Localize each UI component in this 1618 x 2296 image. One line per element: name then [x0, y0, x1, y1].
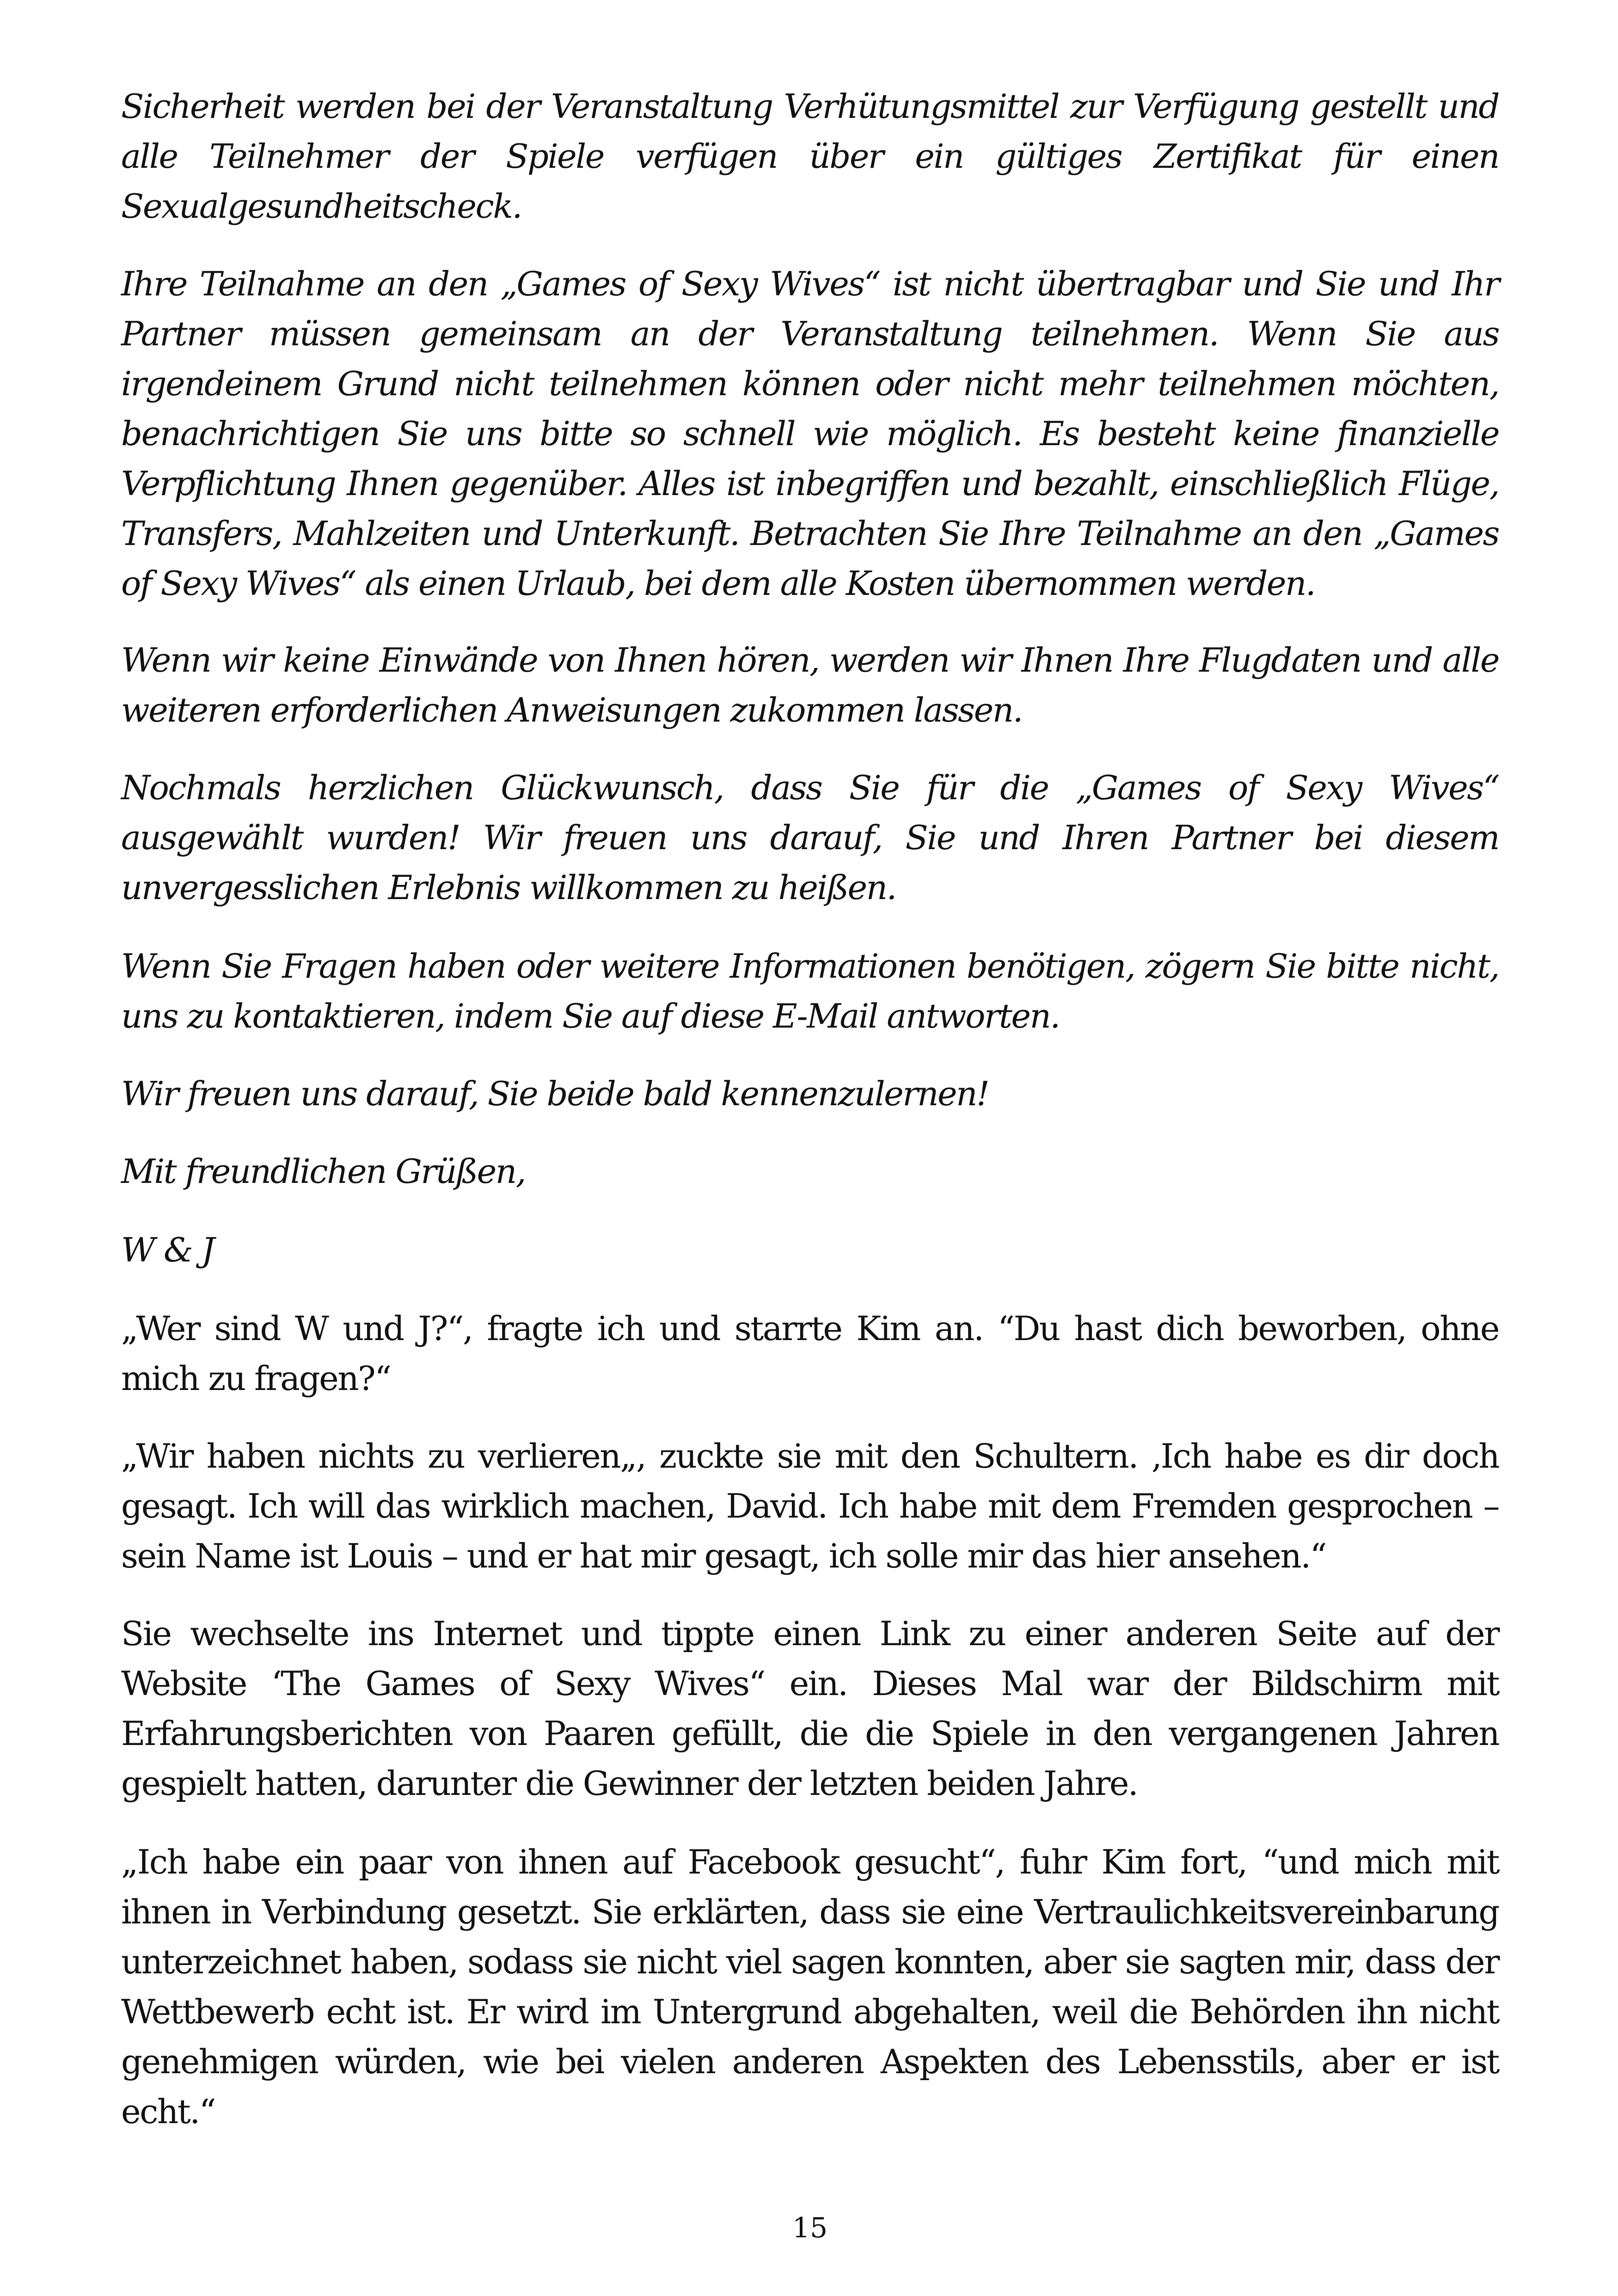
- paragraph-11: Sie wechselte ins Internet und tippte einen Link zu einer anderen Seite auf der Website ‘The Games of Sexy Wives“ ein. Dieses Mal war der Bildschirm mit Erfahrungsberichten von Paaren gefüllt, die die Spiele in den vergangenen Jahren gespielt hatten, darunter die Gewinner der letzten beiden Jahre.: [121, 1614, 1499, 1803]
- signature: W & J: [121, 1231, 214, 1269]
- closing-greeting: Mit freundlichen Grüßen,: [121, 1152, 525, 1191]
- paragraph-6: Wir freuen uns darauf, Sie beide bald kennenzulernen!: [121, 1074, 989, 1113]
- paragraph-12: „Ich habe ein paar von ihnen auf Facebook gesucht“, fuhr Kim fort, “und mich mit ihnen in Verbindung gesetzt. Sie erklärten, dass sie eine Vertraulichkeitsvereinbarung unterzeichnet haben, sodass sie nicht viel sagen konnten, aber sie sagten mir, dass der Wettbewerb echt ist. Er wird im Untergrund abgehalten, weil die Behörden ihn nicht genehmigen würden, wie bei vielen anderen Aspekten des Lebensstils, aber er ist echt.“: [121, 1843, 1499, 2131]
- paragraph-4: Nochmals herzlichen Glückwunsch, dass Sie für die „Games of Sexy Wives“ ausgewählt wurden! Wir freuen uns darauf, Sie und Ihren Partner bei diesem unvergesslichen Erlebnis willkommen zu heißen.: [121, 768, 1499, 907]
- paragraph-1: Sicherheit werden bei der Veranstaltung Verhütungsmittel zur Verfügung gestellt und alle Teilnehmer der Spiele verfügen über ein gültiges Zertifikat für einen Sexualgesundheitscheck.: [121, 87, 1499, 226]
- paragraph-2: Ihre Teilnahme an den „Games of Sexy Wives“ ist nicht übertragbar und Sie und Ihr Partner müssen gemeinsam an der Veranstaltung teilnehmen. Wenn Sie aus irgendeinem Grund nicht teilnehmen können oder nicht mehr teilnehmen möchten, benachrichtigen Sie uns bitte so schnell wie möglich. Es besteht keine finanzielle Verpflichtung Ihnen gegenüber. Alles ist inbegriffen und bezahlt, einschließlich Flüge, Transfers, Mahlzeiten und Unterkunft. Betrachten Sie Ihre Teilnahme an den „Games of Sexy Wives“ als einen Urlaub, bei dem alle Kosten übernommen werden.: [121, 264, 1499, 603]
- paragraph-3: Wenn wir keine Einwände von Ihnen hören, werden wir Ihnen Ihre Flugdaten und alle weiteren erforderlichen Anweisungen zukommen lassen.: [121, 641, 1499, 729]
- paragraph-5: Wenn Sie Fragen haben oder weitere Informationen benötigen, zögern Sie bitte nicht, uns zu kontaktieren, indem Sie auf diese E-Mail antworten.: [121, 947, 1499, 1035]
- document-page: [121, 0, 1499, 2296]
- paragraph-9: „Wer sind W und J?“, fragte ich und starrte Kim an. “Du hast dich beworben, ohne mich zu fragen?“: [121, 1309, 1499, 1398]
- page-number: 15: [792, 2212, 828, 2244]
- paragraph-10: „Wir haben nichts zu verlieren„, zuckte sie mit den Schultern. ‚Ich habe es dir doch gesagt. Ich will das wirklich machen, David. Ich habe mit dem Fremden gesprochen – sein Name ist Louis – und er hat mir gesagt, ich solle mir das hier ansehen.“: [121, 1437, 1499, 1575]
